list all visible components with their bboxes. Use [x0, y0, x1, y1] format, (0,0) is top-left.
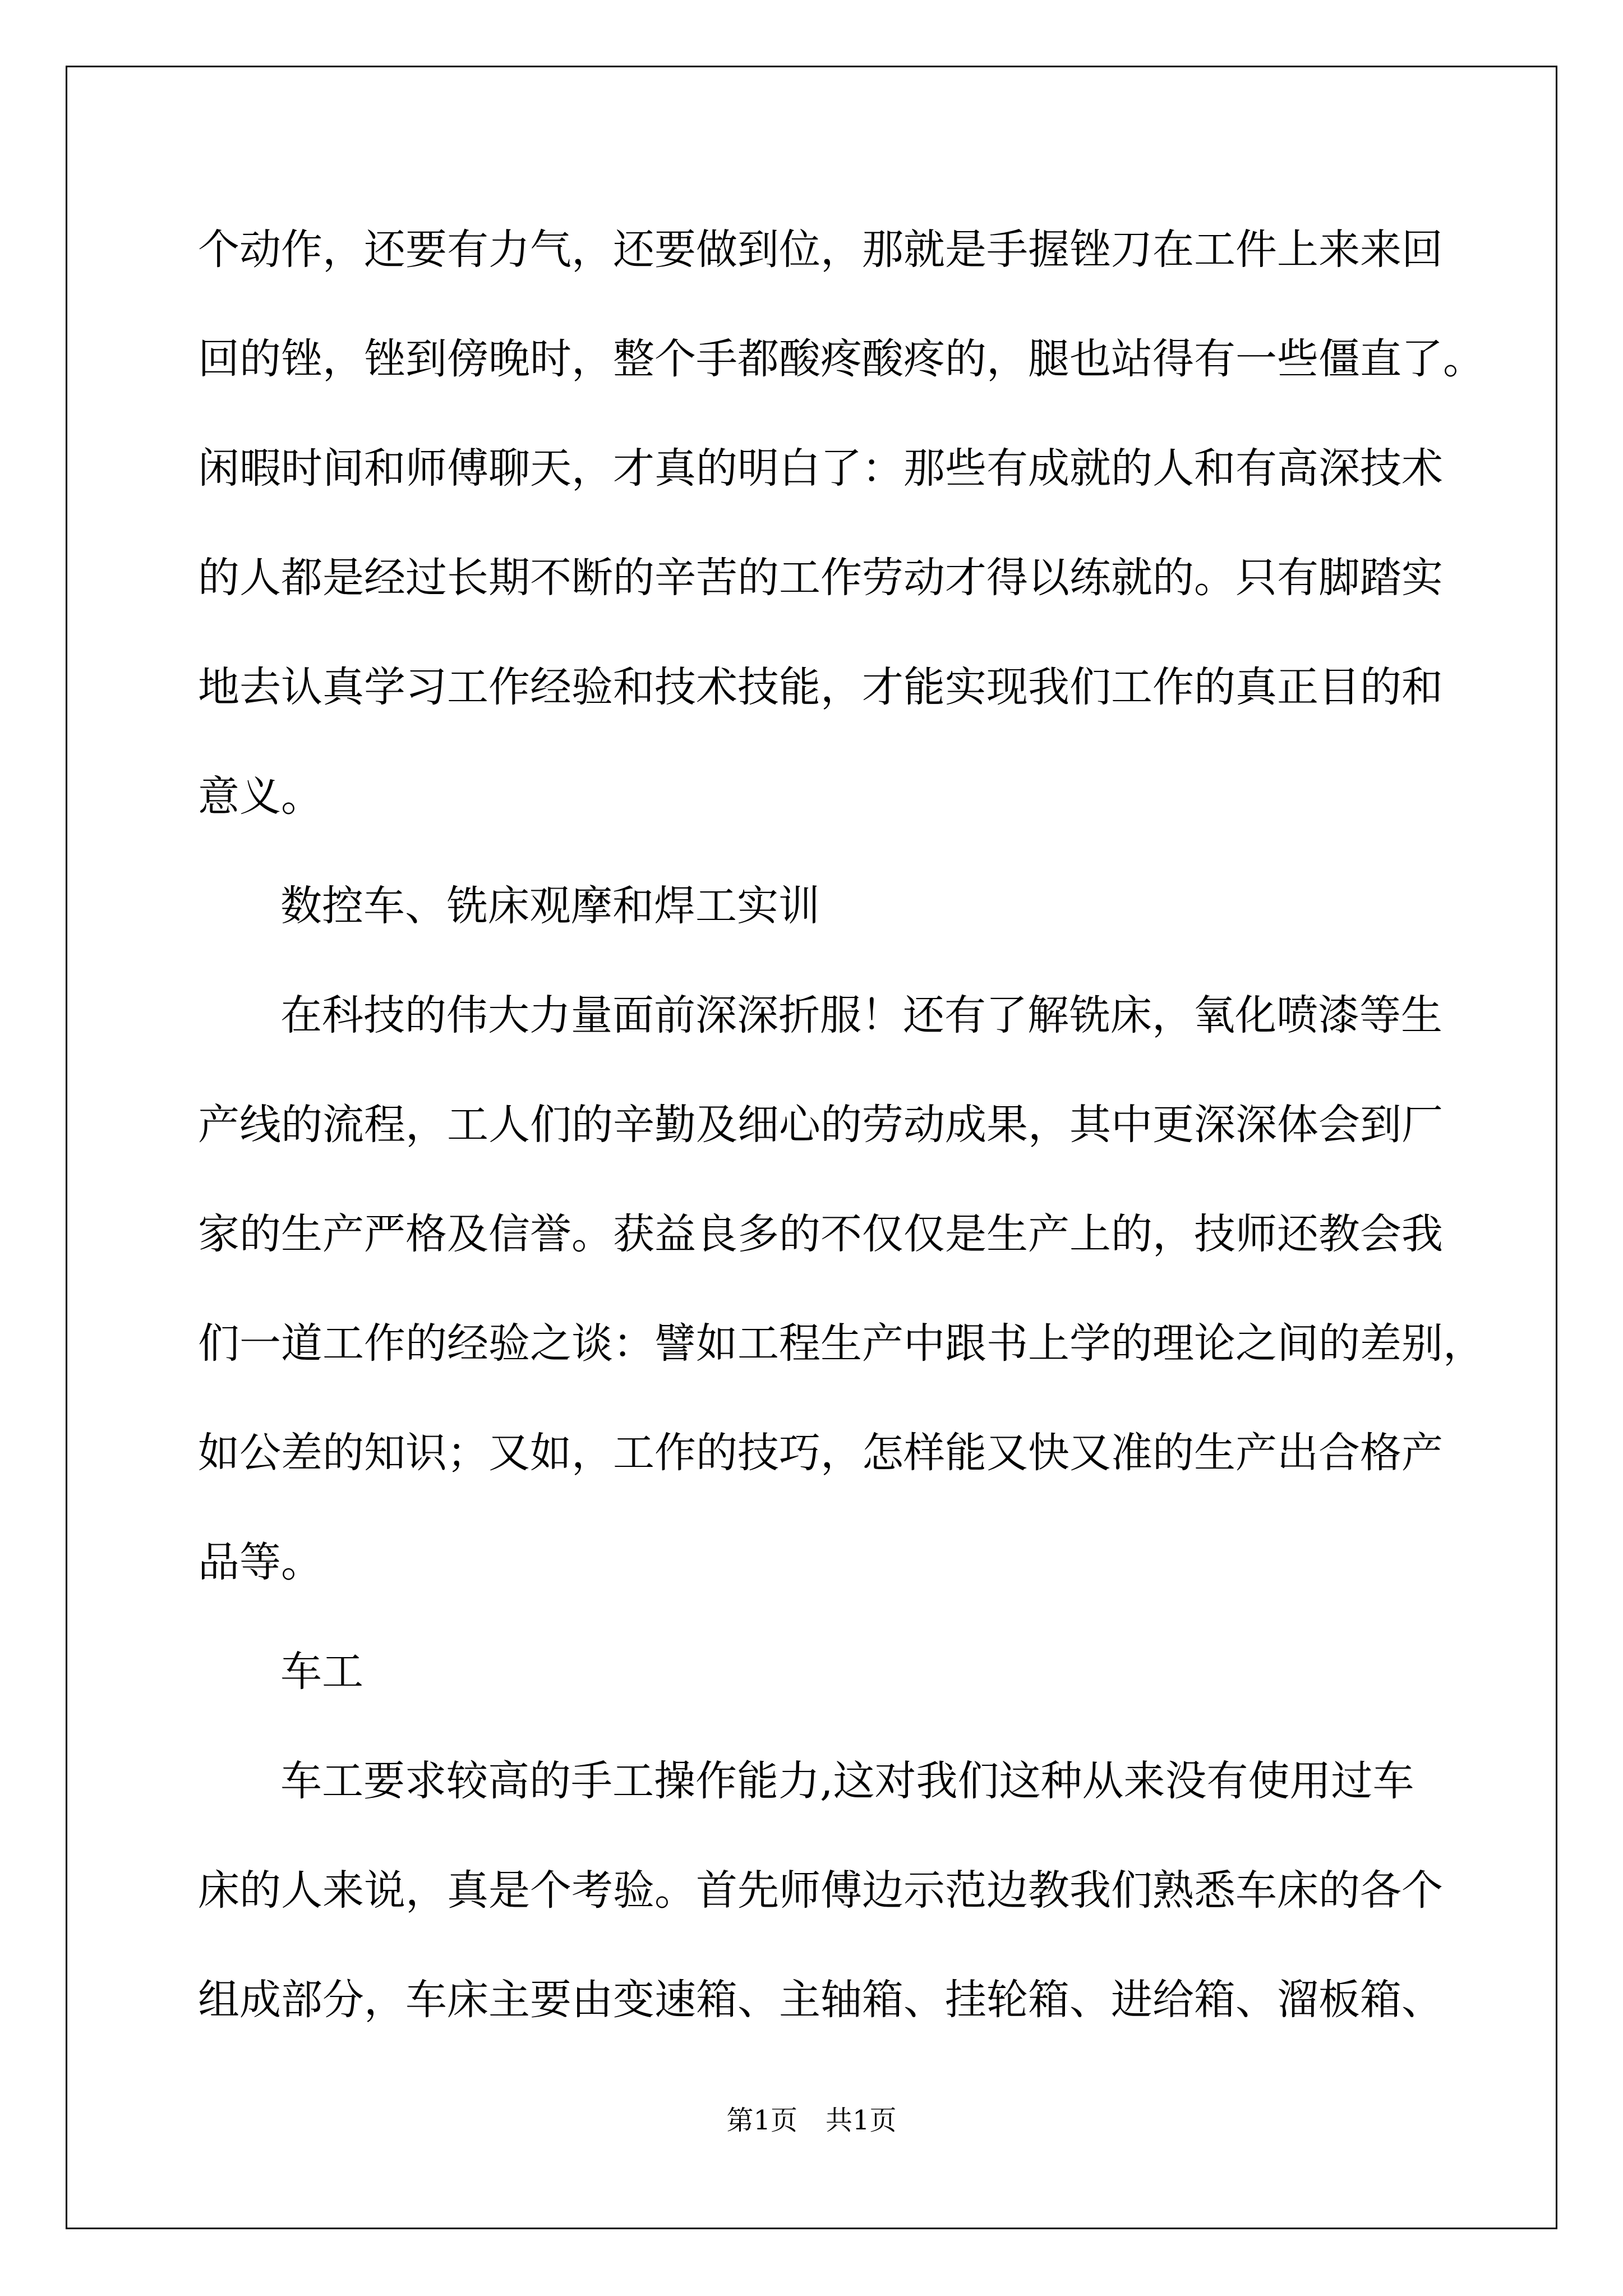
body-line: 床的人来说，真是个考验。首先师傅边示范边教我们熟悉车床的各个 [198, 1866, 1443, 1915]
body-line: 个动作，还要有力气，还要做到位，那就是手握锉刀在工件上来来回 [198, 226, 1443, 274]
body-line: 家的生产严格及信誉。获益良多的不仅仅是生产上的，技师还教会我 [198, 1210, 1443, 1258]
body-line: 品等。 [198, 1538, 322, 1586]
body-line: 的人都是经过长期不断的辛苦的工作劳动才得以练就的。只有脚踏实 [198, 554, 1443, 602]
body-line: 产线的流程，工人们的辛勤及细心的劳动成果，其中更深深体会到厂 [198, 1101, 1443, 1149]
section-heading: 车工 [280, 1648, 363, 1696]
body-line: 闲暇时间和师傅聊天，才真的明白了：那些有成就的人和有高深技术 [198, 444, 1443, 493]
body-line: 如公差的知识；又如，工作的技巧，怎样能又快又准的生产出合格产 [198, 1429, 1443, 1477]
body-line: 组成部分，车床主要由变速箱、主轴箱、挂轮箱、进给箱、溜板箱、 [198, 1976, 1443, 2024]
body-line: 地去认真学习工作经验和技术技能，才能实现我们工作的真正目的和 [198, 663, 1443, 711]
body-line: 车工要求较高的手工操作能力,这对我们这种从来没有使用过车 [280, 1757, 1414, 1805]
page-number: 第1页 [726, 2105, 797, 2136]
body-line: 在科技的伟大力量面前深深折服！还有了解铣床，氧化喷漆等生 [280, 991, 1442, 1039]
section-heading: 数控车、铣床观摩和焊工实训 [280, 882, 820, 930]
body-line: 回的锉，锉到傍晚时，整个手都酸疼酸疼的，腿也站得有一些僵直了。 [198, 335, 1484, 383]
page-total: 共1页 [826, 2105, 897, 2136]
body-line: 们一道工作的经验之谈：譬如工程生产中跟书上学的理论之间的差别， [198, 1319, 1484, 1368]
page-footer [0, 2104, 1623, 2137]
body-line: 意义。 [198, 772, 322, 821]
